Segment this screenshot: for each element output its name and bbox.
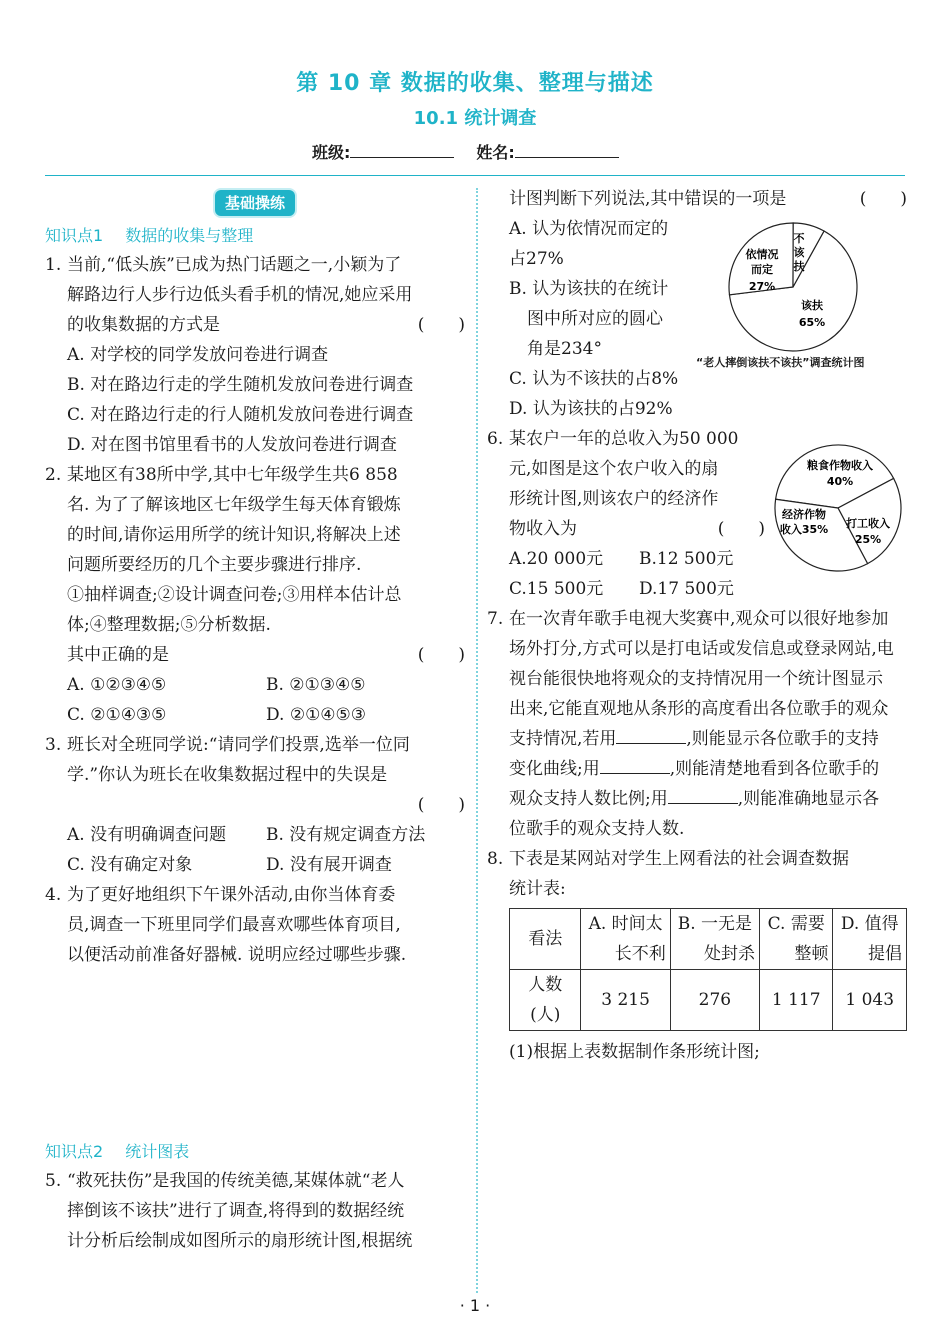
option: A. 认为依情况而定的 [509,219,669,239]
pie-label: 收入35% [779,523,829,536]
option: C. ②①④③⑤ [67,705,167,725]
option: C. 认为不该扶的占8% [509,369,679,389]
option: B. 对在路边行走的学生随机发放问卷进行调查 [67,375,414,395]
header-divider [45,175,905,176]
pie-chart-elderly-fall [726,220,860,354]
option: B. 没有规定调查方法 [266,825,426,845]
section-title: 10.1 统计调查 [413,108,537,129]
fill-blank[interactable] [600,758,670,774]
answer-bracket[interactable]: ( ) [417,315,465,335]
pie-label: 不 [793,232,805,245]
option: A. 对学校的同学发放问卷进行调查 [67,345,329,365]
pie-label: 该 [793,246,805,259]
name-field[interactable] [515,144,619,158]
page-number: · 1 · [459,1296,491,1315]
option: B. 认为该扶的在统计 [509,279,669,299]
answer-bracket[interactable]: ( ) [859,189,907,209]
class-field[interactable] [350,144,454,158]
knowledge-point-2: 知识点2 统计图表 [45,1142,190,1161]
pie-label: 依情况 [745,248,779,261]
option: C. 对在路边行走的行人随机发放问卷进行调查 [67,405,414,425]
question-2: 2. 某地区有38所中学,其中七年级学生共6 858 名. 为了了解该地区七年级学生每天体育锻炼 的时间,请你运用所学的统计知识,将解决上述 问题所要经历的几个主要步骤进行排序. ①抽样调查;②设计调查问卷;③用样本估计总 体;④整理数据;⑤分析数据. 其中正确的是 ( ) A. ①②③④⑤ B. ②①③④⑤ C. ②①④③⑤ D. ②①④⑤③ [45,460,465,730]
class-label: 班级: [312,143,351,162]
question-7: 7. 在一次青年歌手电视大奖赛中,观众可以很好地参加 场外打分,方式可以是打电话或发信息或登录网站,电 视台能很快地将观众的支持情况用一个统计图显示 出来,它能直观地从条形的高度看出各位歌手的观众 支持情况,若用 ,则能显示各位歌手的支持 变化曲线;用 ,则能清楚地看到各位歌手的 观众支持人数比例;用 ,则能准确地显示各 位歌手的观众支持人数. [487,609,894,839]
pie-label: 65% [798,316,826,329]
option: A. ①②③④⑤ [67,675,167,695]
pie-label: 而定 [751,263,773,276]
pie-label: 扶 [793,260,805,273]
option: C. 没有确定对象 [67,855,193,875]
answer-bracket[interactable]: ( ) [417,645,465,665]
option: C.15 500元 [509,579,604,599]
question-6: 6. 某农户一年的总收入为50 000 元,如图是这个农户收入的扇 形统计图,则该农户的经济作 物收入为 ( ) A.20 000元 B.12 500元 C.15 500元 D.17 500元 [487,424,907,604]
pie-label: 粮食作物收入 [807,459,873,472]
pie-chart-income [772,442,904,574]
option: D. 没有展开调查 [266,855,392,875]
knowledge-point-1: 知识点1 数据的收集与整理 [45,226,254,245]
option: D. 认为该扶的占92% [509,399,673,419]
option: A.20 000元 [509,549,604,569]
chapter-title: 第 10 章 数据的收集、整理与描述 [296,71,654,96]
pie-label: 27% [748,280,776,293]
question-5: 5. “救死扶伤”是我国的传统美德,某媒体就“老人 摔倒该不该扶”进行了调查,将得到的数据经统 计分析后绘制成如图所示的扇形统计图,根据统 [45,1171,413,1251]
right-column: 计图判断下列说法,其中错误的一项是 ( ) A. 认为依情况而定的 占27% B. 认为该扶的在统计 图中所对应的圆心 角是234° C. 认为不该扶的占8% D. 认为该扶的占92% 6. 某农户一年的总收入为50 000 元,如图是这个农户收入的扇 形统计图,则该农户的经济作 物收入为 ( ) A.20 000元 B.12 500元 C.15 500元 D.17 500元 7. 在一次青年歌手电视大奖赛中,观众可以很好地参加 场外打分,方式可以是打电话或发信息或登录网站,电 视台能很快地将观众的支持情况用一个统计图显示 出来,它能直观地从条形的高度看出各位歌手的观众 支持情况,若用 ,则能显示各位歌手的支持 变化曲线;用 ,则能清楚地看到各位歌手的 观众支持人数比例;用 ,则能准确地显示各 位歌手的观众支持人数. 8. 下表是某网站对学生上网看法的社会调查数据 统计表: 看法 A. 时间太 长不利 B. 一无是 处封杀 C. 需要 整顿 D. 值得 提倡 人数 (人) 3 215 276 1 117 1 043 (1)根据上表数据制作条形统计图; [487,184,907,1067]
pie-caption: “老人摔倒该扶不该扶”调查统计图 [696,356,865,369]
answer-bracket[interactable]: ( ) [417,795,465,815]
sub-question-1: (1)根据上表数据制作条形统计图; [509,1042,760,1062]
question-3: 3. 班长对全班同学说:“请同学们投票,选举一位同 学.”你认为班长在收集数据过程中的失误是 ( ) A. 没有明确调查问题 B. 没有规定调查方法 C. 没有确定对象 D. 没有展开调查 [45,730,465,880]
pie-label: 40% [826,475,854,488]
column-divider [476,188,478,1293]
fill-blank[interactable] [616,728,686,744]
pie-label: 该扶 [801,299,823,312]
question-8: 8. 下表是某网站对学生上网看法的社会调查数据 统计表: 看法 A. 时间太 长不利 B. 一无是 处封杀 C. 需要 整顿 D. 值得 提倡 人数 (人) 3 215 276 1 117 1 043 (1)根据上表数据制作条形统计图; [487,844,907,1067]
table-header-row: 看法 A. 时间太 长不利 B. 一无是 处封杀 C. 需要 整顿 D. 值得 提倡 [510,909,907,970]
pie-label: 25% [854,533,882,546]
section-badge: 基础操练 [215,190,295,216]
option: B. ②①③④⑤ [266,675,366,695]
pie-label: 经济作物 [782,508,826,521]
pie-label: 打工收入 [846,517,890,530]
name-label: 姓名: [476,143,515,162]
class-name-line [312,140,641,163]
question-4: 4. 为了更好地组织下午课外活动,由你当体育委 员,调查一下班里同学们最喜欢哪些体育项目, 以便活动前准备好器械. 说明应经过哪些步骤. [45,885,407,965]
option: D. 对在图书馆里看书的人发放问卷进行调查 [67,435,397,455]
survey-table [509,908,907,1031]
left-column [45,188,465,1256]
question-1: 1. 当前,“低头族”已成为热门话题之一,小颖为了 解路边行人步行边低头看手机的情况,她应采用 的收集数据的方式是 ( ) A. 对学校的同学发放问卷进行调查 B. 对在路边行走的学生随机发放问卷进行调查 C. 对在路边行走的行人随机发放问卷进行调查 D. 对在图书馆里看书的人发放问卷进行调查 [45,250,465,460]
answer-space[interactable] [45,970,465,1138]
option: A. 没有明确调查问题 [67,825,227,845]
fill-blank[interactable] [668,788,738,804]
option: B.12 500元 [639,549,734,569]
option: D.17 500元 [639,579,734,599]
option: D. ②①④⑤③ [266,705,367,725]
answer-bracket[interactable]: ( ) [717,519,765,539]
table-row: 人数 (人) 3 215 276 1 117 1 043 [510,970,907,1031]
